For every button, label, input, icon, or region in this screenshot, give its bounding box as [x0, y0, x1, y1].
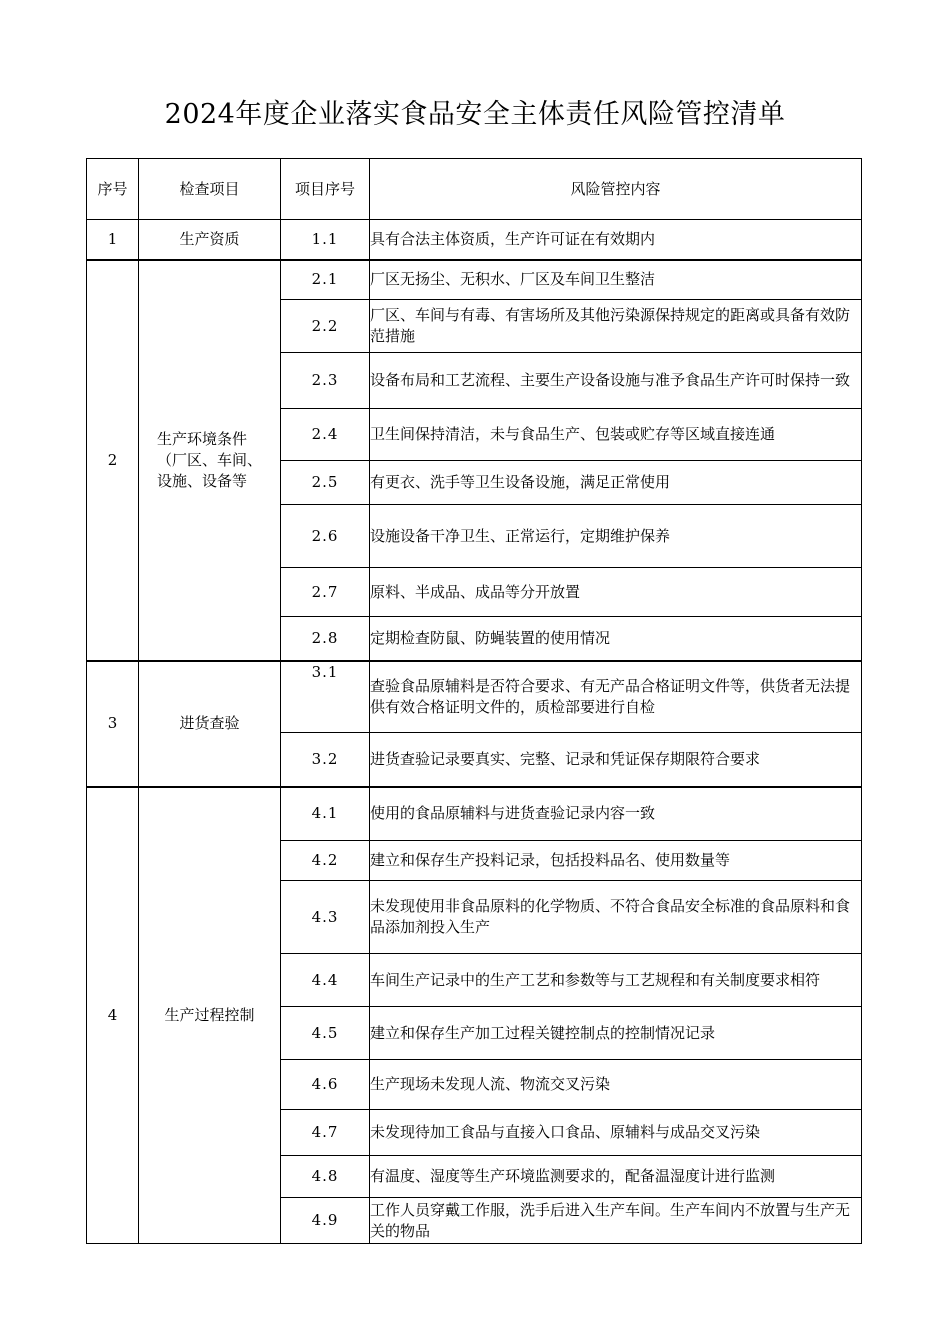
header-seq: 序号 — [87, 159, 139, 220]
row-content: 设施设备干净卫生、正常运行，定期维护保养 — [370, 505, 862, 568]
row-no: 4.1 — [281, 787, 370, 841]
row-content: 定期检查防鼠、防蝇装置的使用情况 — [370, 617, 862, 661]
row-no: 2.8 — [281, 617, 370, 661]
row-content: 设备布局和工艺流程、主要生产设备设施与准予食品生产许可时保持一致 — [370, 353, 862, 409]
row-content: 工作人员穿戴工作服，洗手后进入生产车间。生产车间内不放置与生产无关的物品 — [370, 1198, 862, 1244]
group-item: 生产过程控制 — [139, 787, 281, 1244]
group-seq: 3 — [87, 661, 139, 787]
row-content: 生产现场未发现人流、物流交叉污染 — [370, 1060, 862, 1110]
risk-control-table — [86, 158, 862, 1244]
row-no: 4.4 — [281, 954, 370, 1007]
row-no: 4.5 — [281, 1007, 370, 1060]
row-content: 有更衣、洗手等卫生设备设施，满足正常使用 — [370, 461, 862, 505]
table-header-row — [87, 159, 862, 220]
row-content: 具有合法主体资质，生产许可证在有效期内 — [370, 220, 862, 260]
row-no: 2.3 — [281, 353, 370, 409]
row-content: 进货查验记录要真实、完整、记录和凭证保存期限符合要求 — [370, 733, 862, 787]
row-content: 有温度、湿度等生产环境监测要求的，配备温湿度计进行监测 — [370, 1156, 862, 1198]
row-no: 2.6 — [281, 505, 370, 568]
group-seq: 4 — [87, 787, 139, 1244]
row-no: 2.7 — [281, 568, 370, 617]
table-row — [87, 220, 862, 260]
row-content: 建立和保存生产投料记录，包括投料品名、使用数量等 — [370, 841, 862, 881]
row-content: 查验食品原辅料是否符合要求、有无产品合格证明文件等，供货者无法提供有效合格证明文件的，质检部要进行自检 — [370, 661, 862, 733]
header-item-seq: 项目序号 — [281, 159, 370, 220]
group-item: 生产环境条件（厂区、车间、设施、设备等 — [139, 260, 281, 661]
row-no: 4.9 — [281, 1198, 370, 1244]
row-no: 4.7 — [281, 1110, 370, 1156]
header-check-item: 检查项目 — [139, 159, 281, 220]
row-content: 厂区无扬尘、无积水、厂区及车间卫生整洁 — [370, 260, 862, 300]
row-content: 未发现待加工食品与直接入口食品、原辅料与成品交叉污染 — [370, 1110, 862, 1156]
row-no: 3.2 — [281, 733, 370, 787]
row-content: 原料、半成品、成品等分开放置 — [370, 568, 862, 617]
header-risk-content: 风险管控内容 — [370, 159, 862, 220]
table-row — [87, 260, 862, 300]
row-no: 4.2 — [281, 841, 370, 881]
row-content: 使用的食品原辅料与进货查验记录内容一致 — [370, 787, 862, 841]
row-content: 建立和保存生产加工过程关键控制点的控制情况记录 — [370, 1007, 862, 1060]
row-no: 2.2 — [281, 300, 370, 353]
row-no: 2.1 — [281, 260, 370, 300]
row-content: 未发现使用非食品原料的化学物质、不符合食品安全标准的食品原料和食品添加剂投入生产 — [370, 881, 862, 954]
row-no: 3.1 — [281, 661, 370, 733]
page-title: 2024年度企业落实食品安全主体责任风险管控清单 — [164, 99, 786, 130]
row-content: 车间生产记录中的生产工艺和参数等与工艺规程和有关制度要求相符 — [370, 954, 862, 1007]
table-row — [87, 661, 862, 733]
group-seq: 1 — [87, 220, 139, 260]
row-no: 4.6 — [281, 1060, 370, 1110]
group-item: 生产资质 — [139, 220, 281, 260]
row-content: 卫生间保持清洁，未与食品生产、包装或贮存等区域直接连通 — [370, 409, 862, 461]
row-content: 厂区、车间与有毒、有害场所及其他污染源保持规定的距离或具备有效防范措施 — [370, 300, 862, 353]
row-no: 1.1 — [281, 220, 370, 260]
group-item: 进货查验 — [139, 661, 281, 787]
row-no: 2.4 — [281, 409, 370, 461]
table-row — [87, 787, 862, 841]
row-no: 4.8 — [281, 1156, 370, 1198]
row-no: 2.5 — [281, 461, 370, 505]
row-no: 4.3 — [281, 881, 370, 954]
group-seq: 2 — [87, 260, 139, 661]
